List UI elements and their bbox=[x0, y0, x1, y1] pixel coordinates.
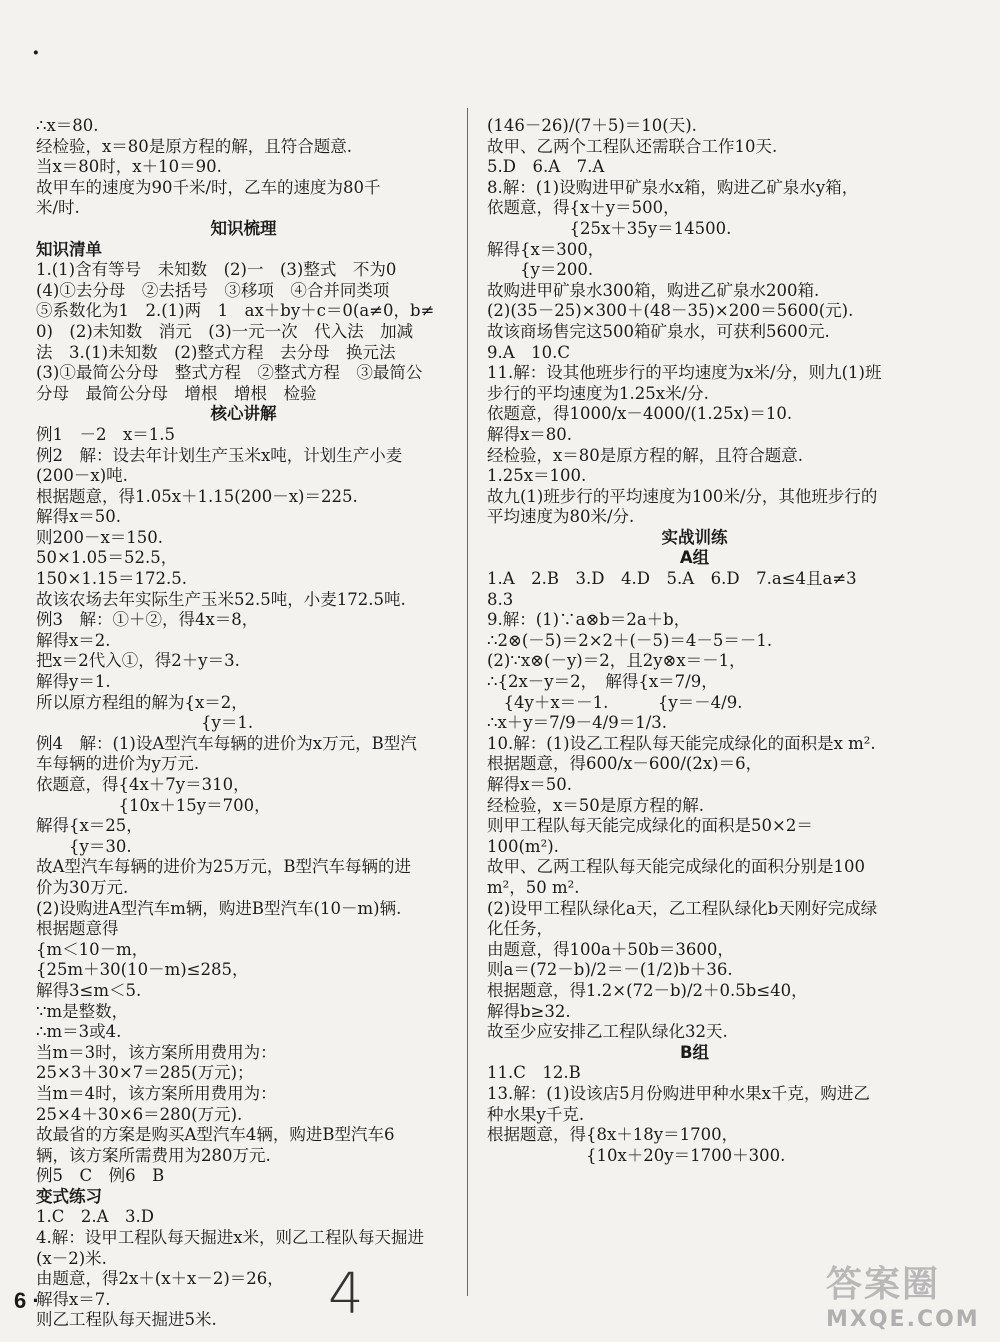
text-line: 故最省的方案是购买A型汽车4辆，购进B型汽车6 bbox=[36, 1125, 395, 1145]
text-line: 故甲、乙两个工程队还需联合工作10天. bbox=[487, 136, 778, 156]
text-line: ∵m是整数， bbox=[36, 1001, 129, 1021]
text-line: 故甲车的速度为90千米/时，乙车的速度为80千 bbox=[36, 177, 381, 197]
text-line: 当x＝80时，x＋10＝90. bbox=[36, 157, 222, 177]
text-line: 则a＝(72－b)/2＝－(1/2)b＋36. bbox=[487, 960, 733, 980]
text-line: 依题意，得{4x＋7y＝310， bbox=[36, 775, 250, 794]
text-line: 例4 解：(1)设A型汽车每辆的进价为x万元，B型汽 bbox=[36, 733, 417, 753]
text-line: {y＝1. bbox=[36, 713, 254, 733]
handwritten-mark: 4 bbox=[328, 1262, 364, 1327]
text-line: 把x＝2代入①，得2＋y＝3. bbox=[36, 651, 240, 671]
section-heading: 实战训练 bbox=[661, 527, 728, 547]
text-line: 解得{x＝25， bbox=[36, 816, 143, 836]
text-line: 当m＝3时，该方案所用费用为： bbox=[36, 1042, 277, 1062]
text-line: 25×3＋30×7＝285(万元)； bbox=[36, 1063, 254, 1083]
text-line: (4)①去分母 ②去括号 ③移项 ④合并同类项 bbox=[36, 280, 390, 300]
text-line: 例5 C 例6 B bbox=[36, 1166, 165, 1186]
watermark-logo bbox=[826, 1256, 980, 1336]
text-line: (2)(35－25)×300＋(48－35)×200＝5600(元). bbox=[487, 301, 854, 321]
text-line: 解得x＝7. bbox=[36, 1289, 111, 1309]
text-line: m²，50 m². bbox=[487, 877, 580, 897]
section-heading: 核心讲解 bbox=[210, 404, 277, 424]
text-line: 11.解：设其他班步行的平均速度为x米/分，则九(1)班 bbox=[487, 363, 882, 383]
subsection-heading: 变式练习 bbox=[36, 1186, 102, 1206]
text-line: 由题意，得2x＋(x＋x－2)＝26， bbox=[36, 1269, 284, 1289]
left-column bbox=[36, 116, 451, 1331]
text-line: 则甲工程队每天能完成绿化的面积是50×2＝ bbox=[487, 816, 813, 836]
text-line: 价为30万元. bbox=[36, 877, 129, 897]
watermark-url: MXQE.COM bbox=[826, 1307, 980, 1332]
text-line: (2)设购进A型汽车m辆，购进B型汽车(10－m)辆. bbox=[36, 898, 402, 918]
text-line: 经检验，x＝80是原方程的解，且符合题意. bbox=[36, 136, 353, 156]
text-line: 解得y＝1. bbox=[36, 672, 111, 692]
text-line: 例2 解：设去年计划生产玉米x吨，计划生产小麦 bbox=[36, 445, 403, 465]
text-line: 解得x＝50. bbox=[487, 775, 573, 794]
text-line: 米/时. bbox=[36, 198, 80, 218]
page-number: 6 · bbox=[14, 1288, 40, 1313]
text-line: 平均速度为80米/分. bbox=[487, 507, 635, 527]
text-line: {m＜10－m， bbox=[36, 939, 149, 959]
text-line: 当m＝4时，该方案所用费用为： bbox=[36, 1083, 277, 1103]
text-line: 25×4＋30×6＝280(万元). bbox=[36, 1104, 243, 1124]
text-line: ∴x＋y＝7/9－4/9＝1/3. bbox=[487, 713, 668, 733]
text-line: 解得x＝50. bbox=[36, 507, 122, 527]
text-line: {25x＋35y＝14500. bbox=[487, 218, 732, 238]
text-line: (2)∵x⊗(－y)＝2，且2y⊗x＝－1， bbox=[487, 651, 746, 671]
text-line: 故至少应安排乙工程队绿化32天. bbox=[487, 1022, 728, 1042]
text-line: 种水果y千克. bbox=[487, 1104, 585, 1124]
text-line: 5.D 6.A 7.A bbox=[487, 157, 605, 177]
text-line: 150×1.15＝172.5. bbox=[36, 569, 188, 589]
text-line: 车每辆的进价为y万元. bbox=[36, 754, 200, 774]
text-line: 解得x＝80. bbox=[487, 424, 573, 444]
section-heading: A组 bbox=[679, 548, 710, 568]
section-heading: 知识梳理 bbox=[210, 218, 277, 238]
text-line: 例3 解：①＋②，得4x＝8， bbox=[36, 610, 259, 630]
text-line: ∴x＝80. bbox=[36, 116, 99, 135]
text-line: 9.解：(1)∵a⊗b＝2a＋b， bbox=[487, 610, 691, 630]
text-line: 1.C 2.A 3.D bbox=[36, 1207, 154, 1227]
text-line: 13.解：(1)设该店5月份购进甲种水果x千克，购进乙 bbox=[487, 1083, 870, 1103]
text-line: 经检验，x＝50是原方程的解. bbox=[487, 795, 705, 815]
text-line: (146－26)/(7＋5)＝10(天). bbox=[487, 116, 697, 135]
watermark-title: 答案圈 bbox=[826, 1264, 941, 1305]
text-line: {y＝30. bbox=[36, 836, 132, 856]
text-line: 根据题意得 bbox=[36, 919, 119, 939]
text-line: 故该商场售完这500箱矿泉水，可获利5600元. bbox=[487, 321, 830, 341]
text-line: 故购进甲矿泉水300箱，购进乙矿泉水200箱. bbox=[487, 280, 820, 300]
section-heading: B组 bbox=[679, 1042, 710, 1062]
text-line: 根据题意，得{8x＋18y＝1700， bbox=[487, 1125, 739, 1145]
text-line: ⑤系数化为1 2.(1)两 1 ax＋by＋c＝0(a≠0，b≠ bbox=[36, 301, 435, 321]
text-line: 辆，该方案所需费用为280万元. bbox=[36, 1145, 271, 1165]
text-line: 例1 －2 x＝1.5 bbox=[36, 424, 176, 444]
text-line: {y＝200. bbox=[487, 260, 594, 280]
text-line: 解得{x＝300， bbox=[487, 239, 605, 259]
text-line: 则乙工程队每天掘进5米. bbox=[36, 1310, 217, 1330]
text-line: {10x＋15y＝700， bbox=[36, 795, 271, 815]
text-line: ∴2⊗(－5)＝2×2＋(－5)＝4－5＝－1. bbox=[487, 630, 773, 650]
text-line: (3)①最简公分母 整式方程 ②整式方程 ③最简公 bbox=[36, 363, 423, 383]
text-line: 10.解：(1)设乙工程队每天能完成绿化的面积是x m². bbox=[487, 733, 876, 753]
text-line: 8.3 bbox=[487, 589, 514, 609]
text-line: {4y＋x＝－1. {y＝－4/9. bbox=[487, 692, 743, 712]
text-line: 经检验，x＝80是原方程的解，且符合题意. bbox=[487, 445, 804, 465]
text-line: 依题意，得{x＋y＝500， bbox=[487, 198, 680, 218]
text-line: ∴m＝3或4. bbox=[36, 1022, 122, 1042]
text-line: 依题意，得1000/x－4000/(1.25x)＝10. bbox=[487, 404, 793, 424]
top-dot: · bbox=[32, 40, 40, 66]
text-line: 分母 最简公分母 增根 增根 检验 bbox=[36, 383, 317, 403]
text-line: ∴{2x－y＝2， 解得{x＝7/9， bbox=[487, 672, 718, 692]
text-line: 故A型汽车每辆的进价为25万元，B型汽车每辆的进 bbox=[36, 857, 412, 877]
text-line: 故该农场去年实际生产玉米52.5吨，小麦172.5吨. bbox=[36, 589, 406, 609]
text-line: 根据题意，得1.05x＋1.15(200－x)＝225. bbox=[36, 486, 358, 506]
text-line: 解得3≤m＜5. bbox=[36, 980, 142, 1000]
text-line: 4.解：设甲工程队每天掘进x米，则乙工程队每天掘进 bbox=[36, 1228, 425, 1248]
text-line: 100(m²). bbox=[487, 836, 559, 856]
text-line: 50×1.05＝52.5， bbox=[36, 548, 178, 568]
text-line: {10x＋20y＝1700＋300. bbox=[487, 1145, 786, 1165]
text-line: 故九(1)班步行的平均速度为100米/分，其他班步行的 bbox=[487, 486, 878, 506]
text-line: 9.A 10.C bbox=[487, 342, 571, 362]
text-line: 解得x＝2. bbox=[36, 630, 111, 650]
text-line: 由题意，得100a＋50b＝3600， bbox=[487, 939, 734, 959]
text-line: 解得b≥32. bbox=[487, 1001, 571, 1021]
text-line: {25m＋30(10－m)≤285， bbox=[36, 960, 249, 980]
text-line: (2)设甲工程队绿化a天，乙工程队绿化b天刚好完成绿 bbox=[487, 898, 878, 918]
text-line: 根据题意，得600/x－600/(2x)＝6， bbox=[487, 754, 763, 774]
text-line: 0) (2)未知数 消元 (3)一元一次 代入法 加减 bbox=[36, 321, 414, 341]
text-line: 1.25x＝100. bbox=[487, 466, 587, 486]
text-line: 1.(1)含有等号 未知数 (2)一 (3)整式 不为0 bbox=[36, 260, 397, 280]
text-line: 所以原方程组的解为{x＝2， bbox=[36, 692, 248, 712]
right-column bbox=[487, 116, 902, 1166]
text-line: (200－x)吨. bbox=[36, 466, 128, 486]
text-line: 8.解：(1)设购进甲矿泉水x箱，购进乙矿泉水y箱， bbox=[487, 177, 859, 197]
text-line: 法 3.(1)未知数 (2)整式方程 去分母 换元法 bbox=[36, 342, 396, 362]
text-line: 故甲、乙两工程队每天能完成绿化的面积分别是100 bbox=[487, 857, 865, 877]
text-line: 则200－x＝150. bbox=[36, 527, 164, 547]
subsection-heading: 知识清单 bbox=[36, 239, 102, 259]
text-line: 1.A 2.B 3.D 4.D 5.A 6.D 7.a≤4且a≠3 bbox=[487, 569, 857, 589]
text-line: (x－2)米. bbox=[36, 1248, 107, 1268]
text-line: 根据题意，得1.2×(72－b)/2＋0.5b≤40， bbox=[487, 980, 808, 1000]
text-line: 步行的平均速度为1.25x米/分. bbox=[487, 383, 709, 403]
text-line: 11.C 12.B bbox=[487, 1063, 581, 1083]
text-line: 化任务， bbox=[487, 919, 553, 939]
column-divider bbox=[467, 108, 468, 1296]
